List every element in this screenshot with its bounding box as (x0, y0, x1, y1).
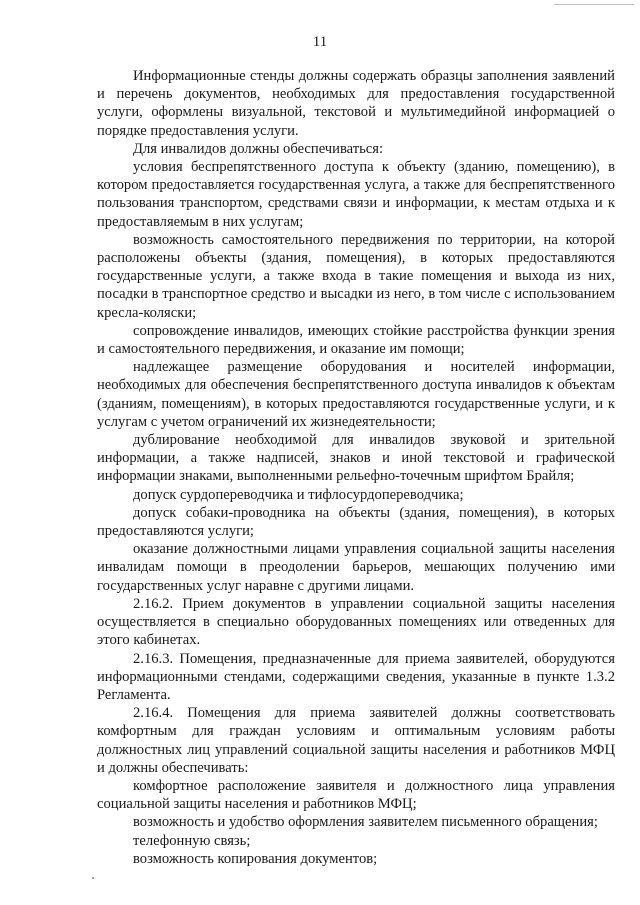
paragraph-2-16-2: 2.16.2. Прием документов в управлении социальной защиты населения осуществляется в специально оборудованных помещениях или отведенных для этого кабинетах. (97, 595, 615, 649)
paragraph-guide-dog: допуск собаки-проводника на объекты (здания, помещения), в которых предоставляются услуги; (97, 504, 615, 540)
paragraph-duplication-braille: дублирование необходимой для инвалидов звуковой и зрительной информации, а также надписей, знаков и иной текстовой и графической информации знаками, выполненными рельефно-точечным шрифтом Брайля; (97, 432, 615, 485)
paragraph-phone: телефонную связь; (133, 832, 251, 849)
paragraph-copying: возможность копирования документов; (133, 850, 378, 867)
paragraph-access-conditions: условия беспрепятственного доступа к объекту (зданию, помещению), в котором предоставляется государственная услуга, а также для беспрепятственного пользования транспортом, средствами связи и информации, к местам отдыха и к предоставляемым в них услугам; (97, 159, 615, 230)
paragraph-info-stands: Информационные стенды должны содержать образцы заполнения заявлений и перечень документов, необходимых для предоставления государственной услуги, оформлены визуальной, текстовой и мультимедийной информацией о порядке предоставления услуги. (97, 68, 615, 139)
scan-speck (92, 877, 94, 879)
page-number: 11 (312, 34, 328, 50)
paragraph-equipment-placement: надлежащее размещение оборудования и носителей информации, необходимых для обеспечения беспрепятственного доступа инвалидов к объектам (зданиям, помещениям), в которых предоставляются государственные услуги, и к услугам с учетом ограничений их жизнедеятельности; (97, 359, 615, 430)
paragraph-disabled-intro: Для инвалидов должны обеспечиваться: (133, 140, 384, 157)
paragraph-escort: сопровождение инвалидов, имеющих стойкие расстройства функции зрения и самостоятельного передвижения, и оказание им помощи; (97, 322, 615, 358)
paragraph-written-appeal: возможность и удобство оформления заявителем письменного обращения; (133, 814, 598, 831)
paragraph-2-16-4: 2.16.4. Помещения для приема заявителей должны соответствовать комфортным для граждан условиям и оптимальным условиям работы должностных лиц управлений социальной защиты населения и работников МФЦ и должны обеспечивать: (97, 705, 615, 776)
paragraph-2-16-3: 2.16.3. Помещения, предназначенные для приема заявителей, оборудуются информационными стендами, содержащими сведения, указанные в пункте 1.3.2 Регламента. (97, 650, 615, 703)
paragraph-comfortable-placement: комфортное расположение заявителя и должностного лица управления социальной защиты населения и работников МФЦ; (97, 777, 615, 813)
scan-edge-line (554, 4, 634, 5)
paragraph-sign-interpreter: допуск сурдопереводчика и тифлосурдопереводчика; (133, 486, 464, 503)
document-body (97, 67, 615, 868)
paragraph-assistance: оказание должностными лицами управления социальной защиты населения инвалидам помощи в преодолении барьеров, мешающих получению ими государственных услуг наравне с другими лицами. (97, 541, 615, 594)
paragraph-independent-movement: возможность самостоятельного передвижения по территории, на которой расположены объекты (здания, помещения), в которых предоставляются государственные услуги, а также входа в такие помещения и выхода из них, посадки в транспортное средство и высадки из него, в том числе с использованием кресла-коляски; (97, 231, 615, 321)
